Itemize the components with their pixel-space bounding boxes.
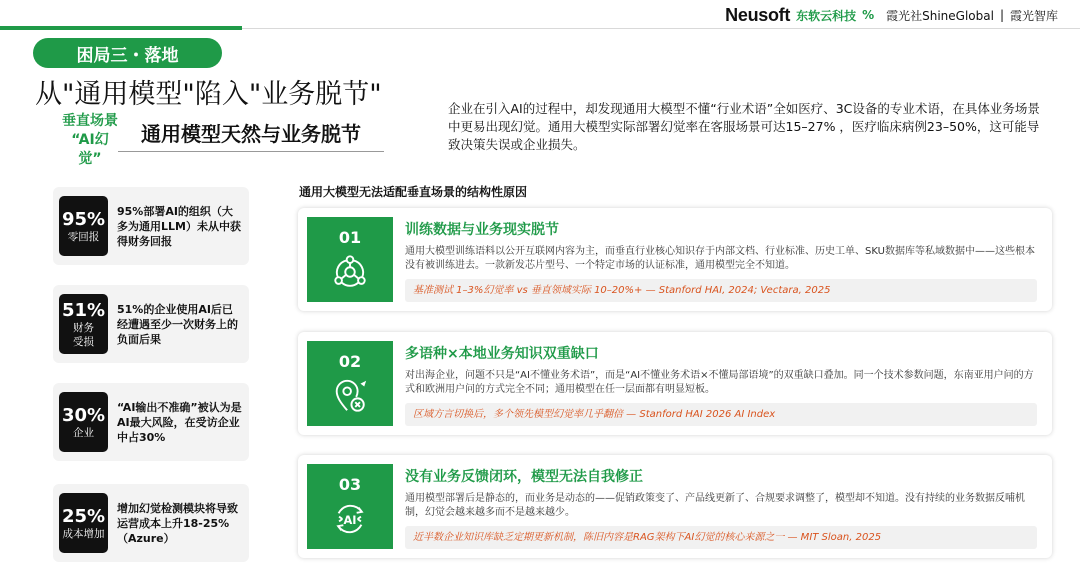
card-title: 没有业务反馈闭环，模型无法自我修正 <box>405 469 643 485</box>
card-source: 区域方言切换后，多个领先模型幻觉率几乎翻倍 — Stanford HAI 2026 AI Index <box>405 403 1037 426</box>
card-description: 通用大模型训练语料以公开互联网内容为主，而垂直行业核心知识存于内部文档、行业标准、历史工单、SKU数据库等私域数据中——这些根本没有被训练进去。一款新发芯片型号、一个特定市场的认证标准，通用模型完全不知道。 <box>405 246 1035 271</box>
stat-text: “AI输出不准确”被认为是AI最大风险，在受访企业中占30% <box>117 400 242 444</box>
stat-badge <box>59 392 108 452</box>
logo-neusoft-cn: 东软云科技 <box>796 8 857 23</box>
stat-card <box>53 484 249 562</box>
reason-card <box>298 455 1052 558</box>
stat-label: 零回报 <box>67 230 100 243</box>
card-number: 02 <box>338 351 362 371</box>
subtitle-tag-line2: “AI幻觉” <box>71 132 109 167</box>
card-number-panel <box>307 464 393 549</box>
stat-card <box>53 285 249 363</box>
card-number: 03 <box>338 474 362 494</box>
stat-label: 财务受损 <box>73 321 94 348</box>
logo-separator: | <box>999 8 1004 22</box>
network-nodes-icon <box>331 253 369 291</box>
stat-badge <box>59 294 108 354</box>
reason-card <box>298 208 1052 311</box>
ai-cycle-icon <box>331 500 369 538</box>
stat-card <box>53 187 249 265</box>
stat-text: 增加幻觉检测模块将导致运营成本上升18-25%（Azure） <box>117 501 238 545</box>
section-label: 困局三・落地 <box>33 38 222 68</box>
card-number-panel <box>307 341 393 426</box>
stat-badge <box>59 493 108 553</box>
reason-card <box>298 332 1052 435</box>
subtitle: 通用模型天然与业务脱节 <box>118 118 384 152</box>
card-number: 01 <box>338 227 362 247</box>
location-error-icon <box>331 377 369 415</box>
stat-number: 25% <box>61 505 106 527</box>
card-source: 近半数企业知识库缺乏定期更新机制，陈旧内容是RAG架构下AI幻觉的核心来源之一 — MIT Sloan, 2025 <box>405 526 1037 549</box>
stat-text: 95%部署AI的组织（大多为通用LLM）未从中获得财务回报 <box>117 204 241 248</box>
card-description: 通用模型部署后是静态的，而业务是动态的——促销政策变了、产品线更新了、合规要求调整了，模型却不知道。没有持续的业务数据反哺机制，幻觉会越来越多而不是越来越少。 <box>405 493 1025 518</box>
header-logos <box>725 4 1058 26</box>
card-number-panel <box>307 217 393 302</box>
page-title: 从"通用模型"陷入"业务脱节" <box>35 79 382 110</box>
subtitle-tag-line1: 垂直场景 <box>62 113 118 129</box>
stat-number: 51% <box>61 299 106 321</box>
stat-badge <box>59 196 108 256</box>
card-title: 训练数据与业务现实脱节 <box>405 222 559 238</box>
reasons-heading: 通用大模型无法适配垂直场景的结构性原因 <box>299 185 528 199</box>
logo-shineglobal: 霞光社ShineGlobal <box>886 8 994 23</box>
stat-label: 成本增加 <box>62 527 105 540</box>
top-accent-bar <box>0 26 242 30</box>
stat-card <box>53 383 249 461</box>
card-description: 对出海企业，问题不只是“AI不懂业务术语”，而是“AI不懂业务术语×不懂局部语境”的双重缺口叠加。同一个技术参数问题，东南亚用户问的方式和欧洲用户问的方式完全不同；通用模型在任一层面都有明显短板。 <box>405 370 1034 395</box>
svg-text:AI: AI <box>343 512 357 527</box>
top-divider <box>242 28 1080 29</box>
subtitle-tag <box>60 112 120 169</box>
intro-paragraph: 企业在引入AI的过程中，却发现通用大模型不懂“行业术语”全如医疗、3C设备的专业术语，在具体业务场景中更易出现幻觉。通用大模型实际部署幻觉率在客服场景可达15–27% ，医疗临床病例23–50%，这可能导致决策失误或企业损失。 <box>448 101 1040 152</box>
stat-number: 95% <box>61 208 106 230</box>
logo-neusoft: Neusoft <box>725 4 791 25</box>
card-source: 基准测试 1–3%幻觉率 vs 垂直领域实际 10–20%+ — Stanford HAI, 2024; Vectara, 2025 <box>405 279 1037 302</box>
stat-number: 30% <box>61 404 106 426</box>
stat-label: 企业 <box>73 426 94 439</box>
logo-mark: % <box>862 8 875 22</box>
card-title: 多语种×本地业务知识双重缺口 <box>405 346 599 362</box>
logo-think-tank: 霞光智库 <box>1009 8 1058 23</box>
stat-text: 51%的企业使用AI后已经遭遇至少一次财务上的负面后果 <box>117 302 238 346</box>
